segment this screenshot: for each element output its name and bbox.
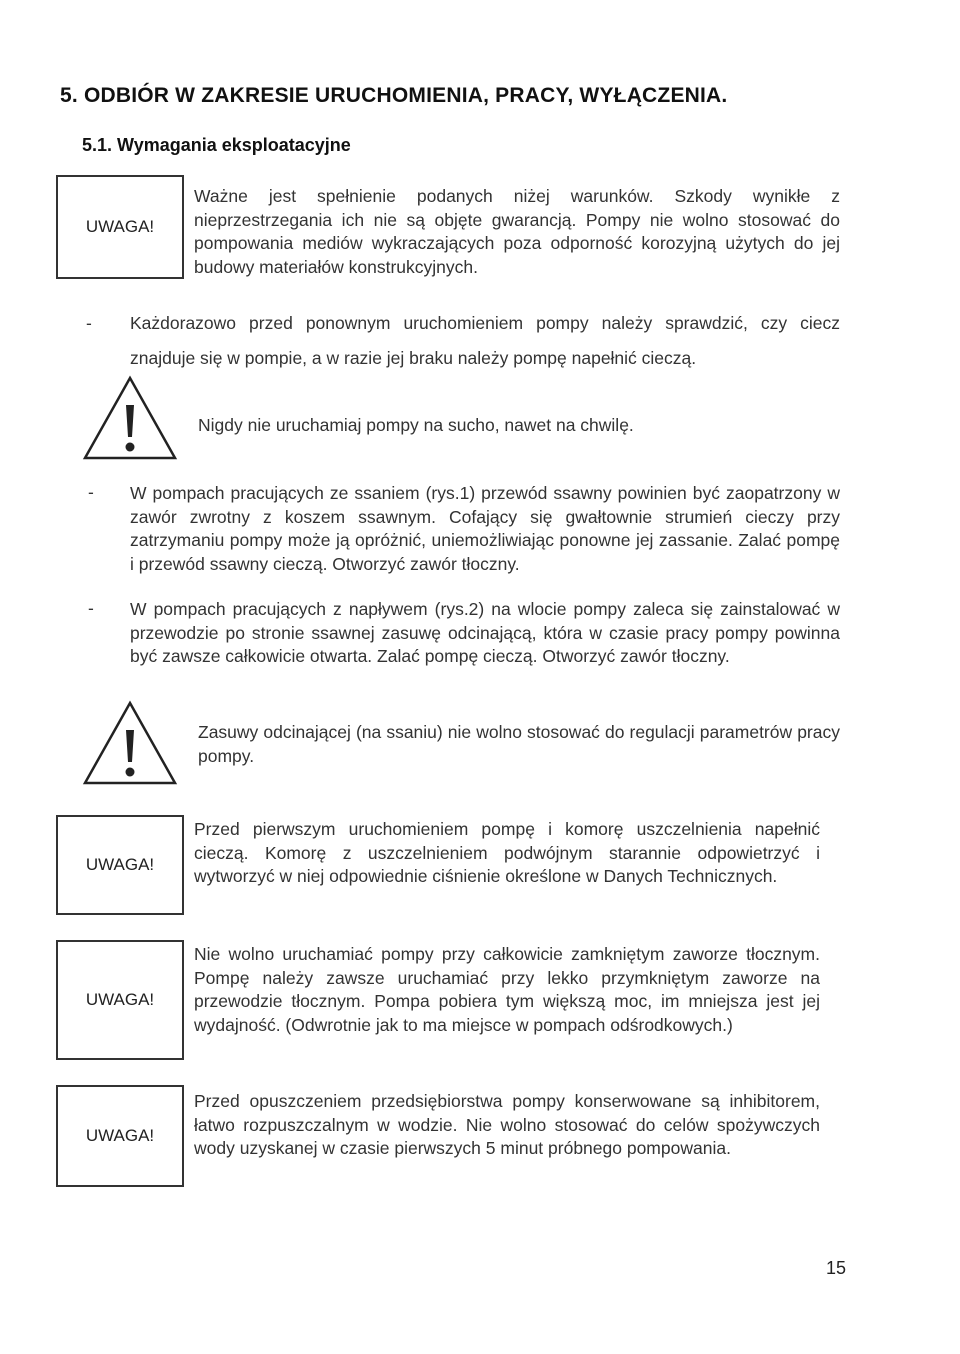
notice-label-box [56,175,184,279]
page-number: 15 [826,1258,847,1278]
notice-label-box [56,815,184,915]
notice-text: Nie wolno uruchamiać pompy przy całkowicie zamkniętym zaworze tłocznym. Pompę należy zawsze uruchamiać przy lekko przymkniętym zaworze na przewodzie tłocznym. Pompa pobiera tym większą moc, im mniejsza jest jej wydajność. (Odwrotnie jak to ma miejsce w pompach odśrodkowych.) [194,944,820,1035]
warning-triangle-icon [82,375,178,461]
warning-triangle-icon [82,700,178,786]
bullet-marker: - [88,598,94,618]
bullet-text: W pompach pracujących ze ssaniem (rys.1) przewód ssawny powinien być zaopatrzony w zawór zwrotny z koszem ssawnym. Cofający się gwałtownie strumień cieczy przy zatrzymaniu pompy może ją opróżnić, uniemożliwiając ponowne jej zassanie. Zalać pompę i przewód ssawny cieczą. Otworzyć zawór tłoczny. [130,483,840,574]
warning-text: Nigdy nie uruchamiaj pompy na sucho, nawet na chwilę. [198,415,634,435]
warning-text: Zasuwy odcinającej (na ssaniu) nie wolno stosować do regulacji parametrów pracy pompy. [198,722,840,766]
notice-text: Ważne jest spełnienie podanych niżej warunków. Szkody wynikłe z nieprzestrzegania ich nie są objęte gwarancją. Pompy nie wolno stosować do pompowania mediów wykraczających poza odporność korozyjną użytych do jej budowy materiałów konstrukcyjnych. [194,186,840,277]
section-heading: 5. ODBIÓR W ZAKRESIE URUCHOMIENIA, PRACY, WYŁĄCZENIA. [60,84,728,107]
notice-label: UWAGA! [85,990,155,1009]
notice-text: Przed opuszczeniem przedsiębiorstwa pompy konserwowane są inhibitorem, łatwo rozpuszczalnym w wodzie. Nie wolno stosować do celów spożywczych wody uzyskanej w czasie pierwszych 5 minut próbnego pompowania. [194,1091,820,1158]
notice-label: UWAGA! [85,1126,155,1145]
bullet-marker: - [88,482,94,502]
notice-label: UWAGA! [85,855,155,874]
notice-label-box [56,1085,184,1187]
notice-label: UWAGA! [85,217,155,236]
subsection-heading: 5.1. Wymagania eksploatacyjne [82,135,351,155]
bullet-marker: - [86,313,92,333]
notice-label-box [56,940,184,1060]
bullet-text: W pompach pracujących z napływem (rys.2) na wlocie pompy zaleca się zainstalować w przewodzie po stronie ssawnej zasuwę odcinającą, która w czasie pracy pompy powinna być zawsze całkowicie otwarta. Zalać pompę cieczą. Otworzyć zawór tłoczny. [130,599,840,666]
notice-text: Przed pierwszym uruchomieniem pompę i komorę uszczelnienia napełnić cieczą. Komorę z uszczelnieniem podwójnym starannie odpowietrzyć i wytworzyć w niej odpowiednie ciśnienie określone w Danych Technicznych. [194,819,820,886]
bullet-text: Każdorazowo przed ponownym uruchomieniem pompy należy sprawdzić, czy ciecz znajduje się w pompie, a w razie jej braku należy pompę napełnić cieczą. [130,313,840,368]
